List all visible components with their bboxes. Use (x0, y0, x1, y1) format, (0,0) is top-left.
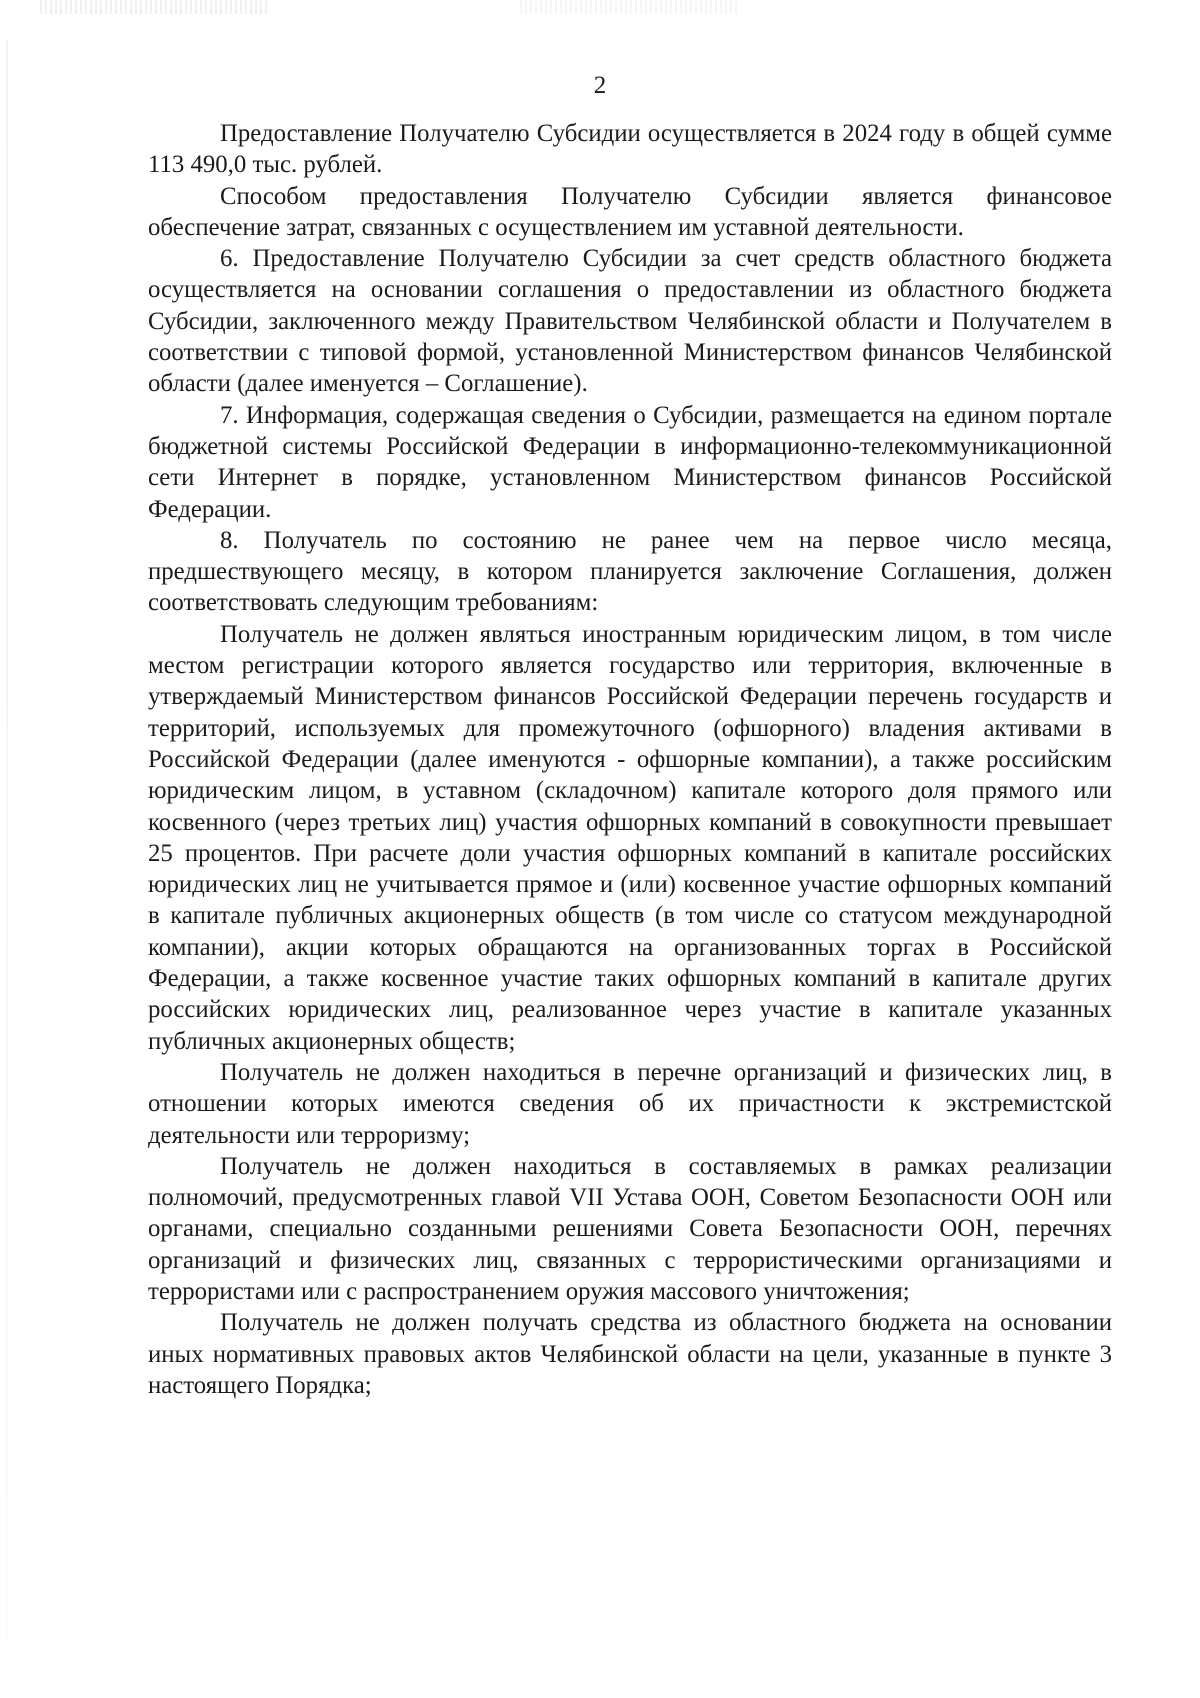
paragraph: Предоставление Получателю Субсидии осуществляется в 2024 году в общей сумме 113 490,0 тыс. рублей. (148, 120, 1112, 179)
paragraph: 8. Получатель по состоянию не ранее чем на первое число месяца, предшествующего месяцу, в котором планируется заключение Соглашения, должен соответствовать следующим требованиям: (148, 526, 1112, 617)
paragraph: Получатель не должен являться иностранным юридическим лицом, в том числе местом регистрации которого является государство или территория, включенные в утверждаемый Министерством финансов Российской Федерации перечень государств и территорий, используемых для промежуточного (офшорного) владения активами в Российской Федерации (далее именуются - офшорные компании), а также российским юридическим лицом, в уставном (складочном) капитале которого доля прямого или косвенного (через третьих лиц) участия офшорных компаний в совокупности превышает 25 процентов. При расчете доли участия офшорных компаний в капитале российских юридических лиц не учитывается прямое и (или) косвенное участие офшорных компаний в капитале публичных акционерных обществ (в том числе со статусом международной компании), акции которых обращаются на организованных торгах в Российской Федерации, а также косвенное участие таких офшорных компаний в капитале других российских юридических лиц, реализованное через участие в капитале указанных публичных акционерных обществ; (148, 620, 1112, 1055)
scan-edge (6, 40, 8, 1640)
scan-artifact (40, 0, 270, 14)
paragraph: Способом предоставления Получателю Субсидии является финансовое обеспечение затрат, связанных с осуществлением им уставной деятельности. (148, 182, 1112, 241)
scan-artifact (520, 0, 740, 14)
document-body (148, 118, 1112, 1401)
paragraph: 7. Информация, содержащая сведения о Субсидии, размещается на едином портале бюджетной системы Российской Федерации в информационно-телекоммуникационной сети Интернет в порядке, установленном Министерством финансов Российской Федерации. (148, 401, 1112, 523)
paragraph: Получатель не должен находиться в составляемых в рамках реализации полномочий, предусмотренных главой VII Устава ООН, Советом Безопасности ООН или органами, специально созданными решениями Совета Безопасности ООН, перечнях организаций и физических лиц, связанных с террористическими организациями и террористами или с распространением оружия массового уничтожения; (148, 1152, 1112, 1305)
paragraph: Получатель не должен получать средства из областного бюджета на основании иных нормативных правовых актов Челябинской области на цели, указанные в пункте 3 настоящего Порядка; (148, 1309, 1112, 1399)
paragraph: 6. Предоставление Получателю Субсидии за счет средств областного бюджета осуществляется на основании соглашения о предоставлении из областного бюджета Субсидии, заключенного между Правительством Челябинской области и Получателем в соответствии с типовой формой, установленной Министерством финансов Челябинской области (далее именуется – Соглашение). (148, 245, 1112, 398)
paragraph: Получатель не должен находиться в перечне организаций и физических лиц, в отношении которых имеются сведения об их причастности к экстремистской деятельности или терроризму; (148, 1058, 1112, 1149)
page-number: 2 (593, 72, 607, 99)
